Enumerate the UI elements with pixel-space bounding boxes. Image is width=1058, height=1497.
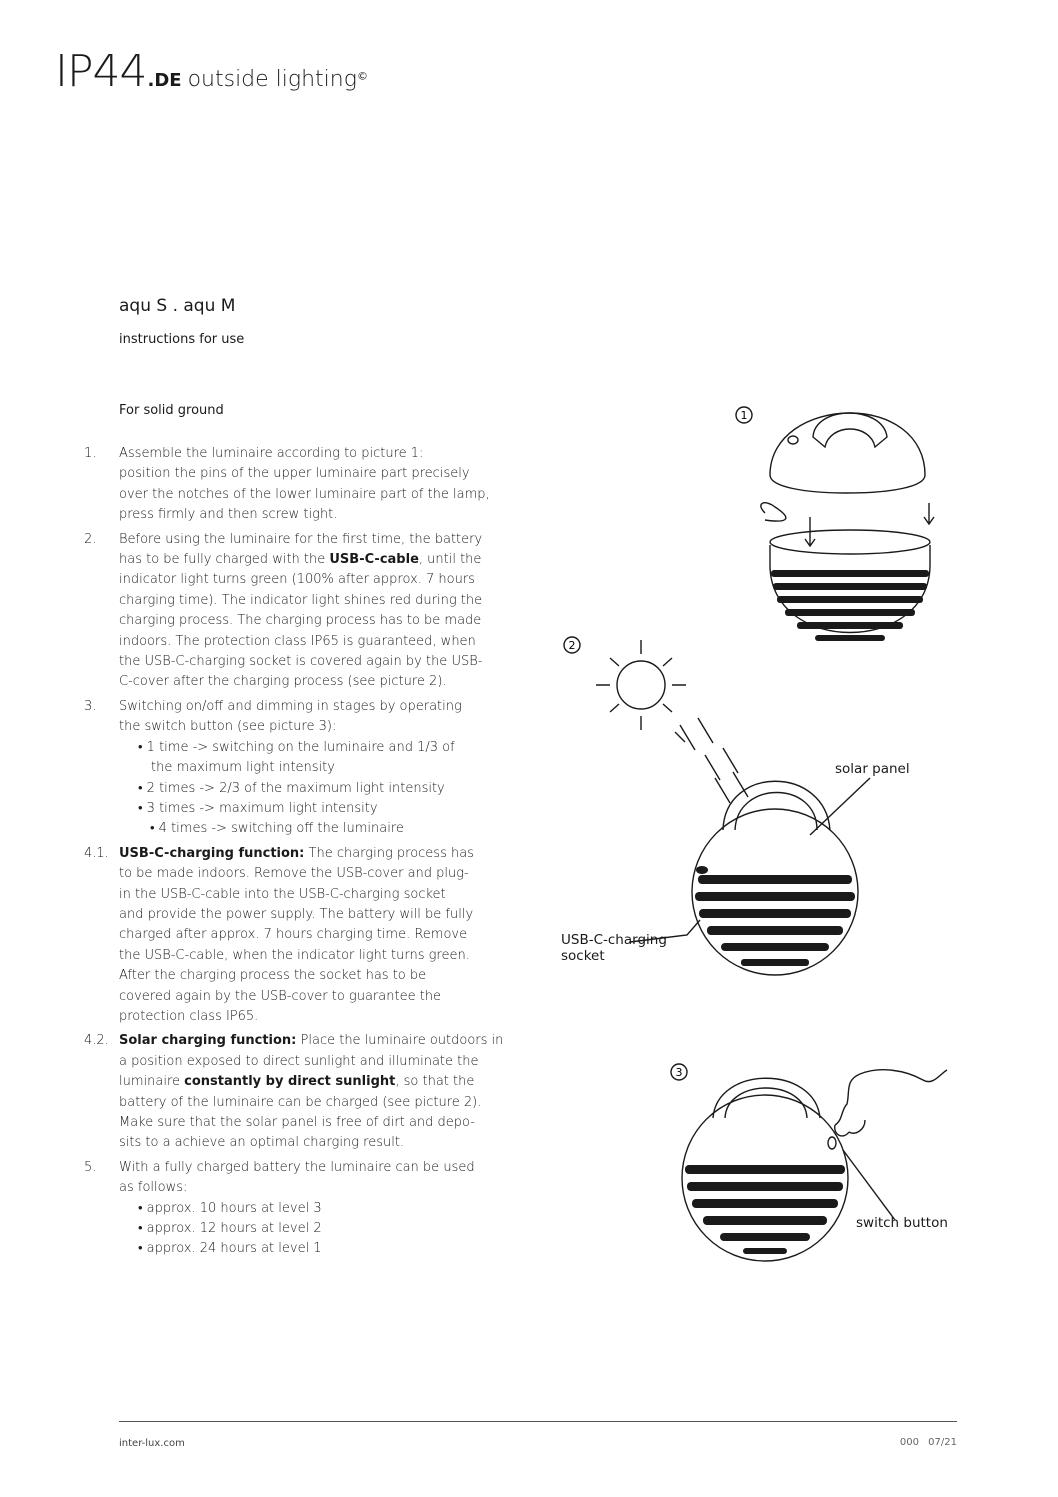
switch-button-icon xyxy=(788,436,798,444)
usb-c-socket-icon xyxy=(696,866,708,874)
step-number: 1. xyxy=(84,446,97,461)
step-line: charged after approx. 7 hours charging time. Remove xyxy=(119,927,468,943)
hand-icon xyxy=(835,1070,947,1125)
step-line: battery of the luminaire can be charged (see picture 2). xyxy=(119,1094,482,1110)
step-number: 2. xyxy=(84,531,97,547)
step-line: in the USB-C-cable into the USB-C-charging socket xyxy=(119,886,446,902)
step-line: indoors. The protection class IP65 is guaranteed, when xyxy=(119,633,476,649)
bullet-item: • approx. 24 hours at level 1 xyxy=(138,1241,322,1257)
brand-logo xyxy=(55,46,368,97)
solar-panel-callout-line xyxy=(810,778,870,835)
step-line: C-cover after the charging process (see picture 2). xyxy=(119,674,447,690)
step-line: press firmly and then screw tight. xyxy=(119,507,338,523)
step-number: 4.1. xyxy=(84,845,109,861)
step-4-2 xyxy=(84,1031,524,1153)
step-line: indicator light turns green (100% after approx. 7 hours xyxy=(119,572,475,588)
step-line xyxy=(119,550,524,570)
sunlight-emphasis: constantly by direct sunlight xyxy=(184,1074,396,1090)
step-line xyxy=(119,1072,524,1092)
figure-number: 2 xyxy=(568,639,576,652)
lower-part-rim xyxy=(770,530,930,554)
text-run: The charging process has xyxy=(304,845,474,861)
text-run: luminaire xyxy=(119,1074,185,1090)
step-line: the USB-C-cable, when the indicator light turns green. xyxy=(119,947,470,963)
step-line: and provide the power supply. The battery will be fully xyxy=(119,906,474,922)
carry-handle xyxy=(723,781,830,830)
text-run: Place the luminaire outdoors in xyxy=(296,1033,504,1049)
carry-handle xyxy=(713,1078,820,1118)
step-line xyxy=(119,1031,524,1051)
step-line: Make sure that the solar panel is free of dirt and depo- xyxy=(119,1115,475,1130)
brand-copyright-mark: © xyxy=(356,69,368,83)
step-line: covered again by the USB-cover to guarantee the xyxy=(119,988,442,1004)
step-line: over the notches of the lower luminaire part of the lamp, xyxy=(119,486,490,502)
step-line: sits to a achieve an optimal charging result. xyxy=(119,1135,405,1151)
step-line xyxy=(119,844,524,864)
switch-callout-line xyxy=(843,1150,895,1220)
step-line: charging process. The charging process has to be made xyxy=(119,613,482,629)
step-number: 5. xyxy=(84,1159,97,1175)
upper-dome-part xyxy=(770,413,925,493)
step-2 xyxy=(84,530,524,693)
step-1 xyxy=(84,444,524,526)
bullet-item: • approx. 10 hours at level 3 xyxy=(138,1200,322,1216)
step-line: the USB-C-charging socket is covered again by the USB- xyxy=(119,654,483,670)
step-number: 3. xyxy=(84,698,97,714)
step-number: 4.2. xyxy=(84,1033,109,1049)
bullet-item: • 3 times -> maximum light intensity xyxy=(138,800,378,816)
rotate-arrow-icon xyxy=(761,503,786,521)
bullet-continuation: the maximum light intensity xyxy=(151,760,335,776)
text-run: , so that the xyxy=(395,1074,475,1090)
switch-button-label: switch button xyxy=(856,1215,948,1231)
bullet-item: • 1 time -> switching on the luminaire and 1/3 of xyxy=(138,739,455,755)
step-line: Before using the luminaire for the first time, the battery xyxy=(119,531,483,547)
product-title: aqu S . aqu M xyxy=(119,296,236,316)
step-line: a position exposed to direct sunlight and illuminate the xyxy=(119,1053,479,1069)
step-line: With a fully charged battery the luminaire can be used xyxy=(119,1159,475,1175)
usb-c-label-line-1: USB-C-charging xyxy=(561,932,667,948)
solar-charging-heading: Solar charging function: xyxy=(119,1033,297,1049)
instruction-list xyxy=(84,444,524,1264)
down-arrow-icon xyxy=(924,503,934,524)
section-heading: For solid ground xyxy=(119,403,224,418)
step-line: to be made indoors. Remove the USB-cover and plug- xyxy=(119,866,469,882)
step-line: protection class IP65. xyxy=(119,1008,259,1024)
bullet-item: • 4 times -> switching off the luminaire xyxy=(150,821,404,837)
figure-number: 3 xyxy=(675,1066,683,1079)
step-line: the switch button (see picture 3): xyxy=(119,719,337,735)
step-4-1 xyxy=(84,844,524,1028)
step-line: charging time). The indicator light shines red during the xyxy=(119,592,483,608)
text-run: has to be fully charged with the xyxy=(119,552,330,568)
figure-number: 1 xyxy=(740,409,748,422)
usb-c-label-line-2: socket xyxy=(561,948,605,964)
usb-c-charging-heading: USB-C-charging function: xyxy=(119,845,305,861)
text-run: , until the xyxy=(418,552,482,568)
usb-c-cable-emphasis: USB-C-cable xyxy=(329,552,419,568)
step-line: as follows: xyxy=(119,1180,188,1196)
step-line: After the charging process the socket has to be xyxy=(119,968,427,984)
bullet-item: • 2 times -> 2/3 of the maximum light intensity xyxy=(138,780,445,796)
brand-tagline: outside lighting xyxy=(187,67,357,92)
footer-doc-code: 000 07/21 xyxy=(899,1437,957,1448)
sun-icon xyxy=(617,661,665,709)
step-5 xyxy=(84,1158,524,1260)
brand-suffix: .DE xyxy=(147,70,182,91)
switch-button-icon xyxy=(828,1137,836,1149)
solar-panel-label: solar panel xyxy=(835,761,910,777)
figure-2-solar-charging xyxy=(555,630,925,980)
figure-3-switch-button xyxy=(665,1060,955,1300)
bullet-item: • approx. 12 hours at level 2 xyxy=(138,1221,322,1237)
step-line: Assemble the luminaire according to picture 1: xyxy=(119,446,424,461)
step-3 xyxy=(84,697,524,840)
footer-website: inter-lux.com xyxy=(119,1438,185,1449)
step-line: Switching on/off and dimming in stages by operating xyxy=(119,698,462,714)
step-line: position the pins of the upper luminaire part precisely xyxy=(119,466,470,482)
footer-divider xyxy=(119,1421,957,1422)
brand-main: IP44 xyxy=(55,46,147,97)
figure-1-assembly xyxy=(725,395,955,670)
document-subtitle: instructions for use xyxy=(119,332,245,347)
carry-handle xyxy=(813,413,887,447)
